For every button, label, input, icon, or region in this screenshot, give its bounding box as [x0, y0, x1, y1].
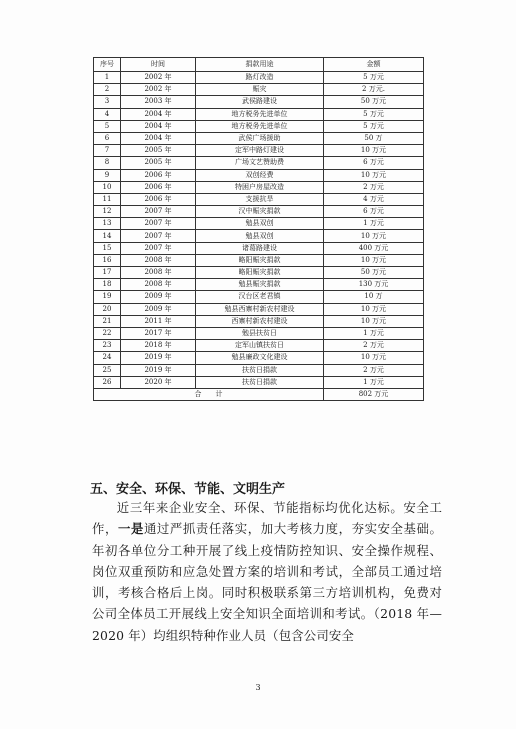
header-use: 捐款用途: [196, 58, 324, 72]
cell-amount: 2 万元: [324, 340, 424, 352]
cell-amount: 1 万元: [324, 327, 424, 339]
paragraph-text-a: 近三年来企业安全、环保、节能指标均优化达标。安全工作，: [92, 500, 442, 537]
cell-no: 16: [94, 254, 121, 266]
cell-no: 20: [94, 303, 121, 315]
donation-table-body: [94, 72, 424, 389]
cell-no: 13: [94, 218, 121, 230]
cell-use: 勉县双创: [196, 230, 324, 242]
cell-no: 15: [94, 242, 121, 254]
cell-no: 11: [94, 193, 121, 205]
header-amount: 金额: [324, 58, 424, 72]
paragraph-text-b: 通过严抓责任落实，加大考核力度，夯实安全基础。年初各单位分工种开展了线上疫情防控知识、安全操作规程、岗位双重预防和应急处置方案的培训和考试，全部员工通过培训，考核合格后上岗。同时积极联系第三方培训机构，免费对公司全体员工开展线上安全知识全面培训和考试。（2018 年—2020 年）均组织特种作业人员（包含公司安全: [92, 521, 442, 643]
cell-year: 2019 年: [121, 352, 196, 364]
cell-year: 2007 年: [121, 218, 196, 230]
cell-use: 双创经费: [196, 169, 324, 181]
cell-no: 1: [94, 72, 121, 84]
table-row: [94, 72, 424, 84]
cell-amount: 10 万元: [324, 145, 424, 157]
table-row: [94, 291, 424, 303]
cell-no: 8: [94, 157, 121, 169]
cell-use: 地方税务先进单位: [196, 120, 324, 132]
table-row: [94, 303, 424, 315]
cell-amount: 130 万元: [324, 279, 424, 291]
cell-year: 2002 年: [121, 72, 196, 84]
total-amount: 802 万元: [324, 388, 424, 400]
page-number: 3: [255, 683, 261, 692]
cell-use: 略阳赈灾捐款: [196, 254, 324, 266]
cell-amount: 10 万元: [324, 352, 424, 364]
table-row: [94, 206, 424, 218]
cell-amount: 1 万元: [324, 376, 424, 388]
cell-use: 勉县赈灾捐款: [196, 279, 324, 291]
cell-no: 3: [94, 96, 121, 108]
cell-use: 支援抗旱: [196, 193, 324, 205]
cell-no: 18: [94, 279, 121, 291]
cell-no: 2: [94, 84, 121, 96]
table-row: [94, 315, 424, 327]
cell-use: 定军山镇扶贫日: [196, 340, 324, 352]
cell-no: 6: [94, 132, 121, 144]
cell-year: 2005 年: [121, 157, 196, 169]
cell-year: 2006 年: [121, 181, 196, 193]
table-row: [94, 230, 424, 242]
cell-no: 7: [94, 145, 121, 157]
cell-year: 2004 年: [121, 120, 196, 132]
cell-use: 西寨村新农村建设: [196, 315, 324, 327]
cell-year: 2007 年: [121, 230, 196, 242]
cell-year: 2018 年: [121, 340, 196, 352]
cell-year: 2017 年: [121, 327, 196, 339]
total-row: [94, 388, 424, 400]
cell-year: 2006 年: [121, 193, 196, 205]
cell-year: 2008 年: [121, 254, 196, 266]
cell-use: 汉台区老君镇: [196, 291, 324, 303]
table-row: [94, 84, 424, 96]
cell-amount: 5 万元: [324, 120, 424, 132]
cell-amount: 50 万: [324, 132, 424, 144]
cell-year: 2002 年: [121, 84, 196, 96]
cell-amount: 10 万元: [324, 169, 424, 181]
cell-use: 汉中赈灾捐款: [196, 206, 324, 218]
cell-amount: 10 万元: [324, 303, 424, 315]
cell-year: 2006 年: [121, 169, 196, 181]
cell-year: 2007 年: [121, 206, 196, 218]
cell-use: 勉县双创: [196, 218, 324, 230]
cell-use: 诸葛路建设: [196, 242, 324, 254]
cell-use: 勉县廉政文化建设: [196, 352, 324, 364]
table-row: [94, 120, 424, 132]
cell-amount: 1 万元: [324, 218, 424, 230]
cell-amount: 10 万: [324, 291, 424, 303]
cell-no: 23: [94, 340, 121, 352]
cell-no: 4: [94, 108, 121, 120]
cell-use: 广场文艺赞助费: [196, 157, 324, 169]
cell-year: 2020 年: [121, 376, 196, 388]
cell-no: 22: [94, 327, 121, 339]
cell-year: 2005 年: [121, 145, 196, 157]
table-row: [94, 132, 424, 144]
section-body: [92, 497, 442, 646]
table-row: [94, 96, 424, 108]
cell-no: 19: [94, 291, 121, 303]
cell-use: 地方税务先进单位: [196, 108, 324, 120]
cell-no: 5: [94, 120, 121, 132]
cell-amount: 10 万元: [324, 254, 424, 266]
cell-year: 2011 年: [121, 315, 196, 327]
cell-use: 勉县西寨村新农村建设: [196, 303, 324, 315]
cell-year: 2008 年: [121, 267, 196, 279]
cell-no: 25: [94, 364, 121, 376]
cell-amount: 2 万元: [324, 364, 424, 376]
table-row: [94, 145, 424, 157]
paragraph-emphasis: 一是: [117, 521, 144, 537]
cell-use: 勉县扶贫日: [196, 327, 324, 339]
header-year: 时间: [121, 58, 196, 72]
cell-year: 2004 年: [121, 132, 196, 144]
cell-amount: 50 万元: [324, 96, 424, 108]
table-row: [94, 242, 424, 254]
cell-year: 2004 年: [121, 108, 196, 120]
table-row: [94, 267, 424, 279]
cell-no: 12: [94, 206, 121, 218]
cell-year: 2019 年: [121, 364, 196, 376]
table-row: [94, 181, 424, 193]
cell-year: 2009 年: [121, 303, 196, 315]
cell-amount: 10 万元: [324, 315, 424, 327]
cell-no: 10: [94, 181, 121, 193]
cell-year: 2008 年: [121, 279, 196, 291]
cell-amount: 400 万元: [324, 242, 424, 254]
table-row: [94, 157, 424, 169]
cell-use: 赈灾: [196, 84, 324, 96]
table-row: [94, 218, 424, 230]
table-row: [94, 340, 424, 352]
cell-no: 17: [94, 267, 121, 279]
cell-no: 9: [94, 169, 121, 181]
cell-amount: 2 万元: [324, 181, 424, 193]
cell-use: 武侯路建设: [196, 96, 324, 108]
table-row: [94, 108, 424, 120]
cell-no: 21: [94, 315, 121, 327]
cell-use: 定军中路灯建设: [196, 145, 324, 157]
section-paragraph: [92, 497, 442, 646]
table-row: [94, 279, 424, 291]
cell-year: 2003 年: [121, 96, 196, 108]
donation-table: [93, 57, 424, 401]
table-row: [94, 364, 424, 376]
cell-use: 武侯广场援助: [196, 132, 324, 144]
table-row: [94, 327, 424, 339]
table-row: [94, 193, 424, 205]
table-row: [94, 254, 424, 266]
donation-table-header: [94, 58, 424, 72]
table-row: [94, 352, 424, 364]
cell-amount: 2 万元.: [324, 84, 424, 96]
cell-amount: 10 万元: [324, 230, 424, 242]
cell-use: 扶贫日捐款: [196, 364, 324, 376]
total-label: 合计: [94, 388, 324, 400]
cell-no: 26: [94, 376, 121, 388]
cell-amount: 5 万元: [324, 108, 424, 120]
cell-use: 特困户房屋改造: [196, 181, 324, 193]
cell-amount: 5 万元: [324, 72, 424, 84]
cell-amount: 4 万元: [324, 193, 424, 205]
cell-amount: 6 万元: [324, 206, 424, 218]
cell-use: 路灯改造: [196, 72, 324, 84]
cell-year: 2009 年: [121, 291, 196, 303]
cell-amount: 50 万元: [324, 267, 424, 279]
cell-year: 2007 年: [121, 242, 196, 254]
cell-use: 扶贫日捐款: [196, 376, 324, 388]
cell-amount: 6 万元: [324, 157, 424, 169]
cell-use: 略阳赈灾捐款: [196, 267, 324, 279]
cell-no: 24: [94, 352, 121, 364]
table-row: [94, 376, 424, 388]
table-row: [94, 169, 424, 181]
section-heading: 五、安全、环保、节能、文明生产: [90, 482, 286, 497]
header-no: 序号: [94, 58, 121, 72]
cell-no: 14: [94, 230, 121, 242]
